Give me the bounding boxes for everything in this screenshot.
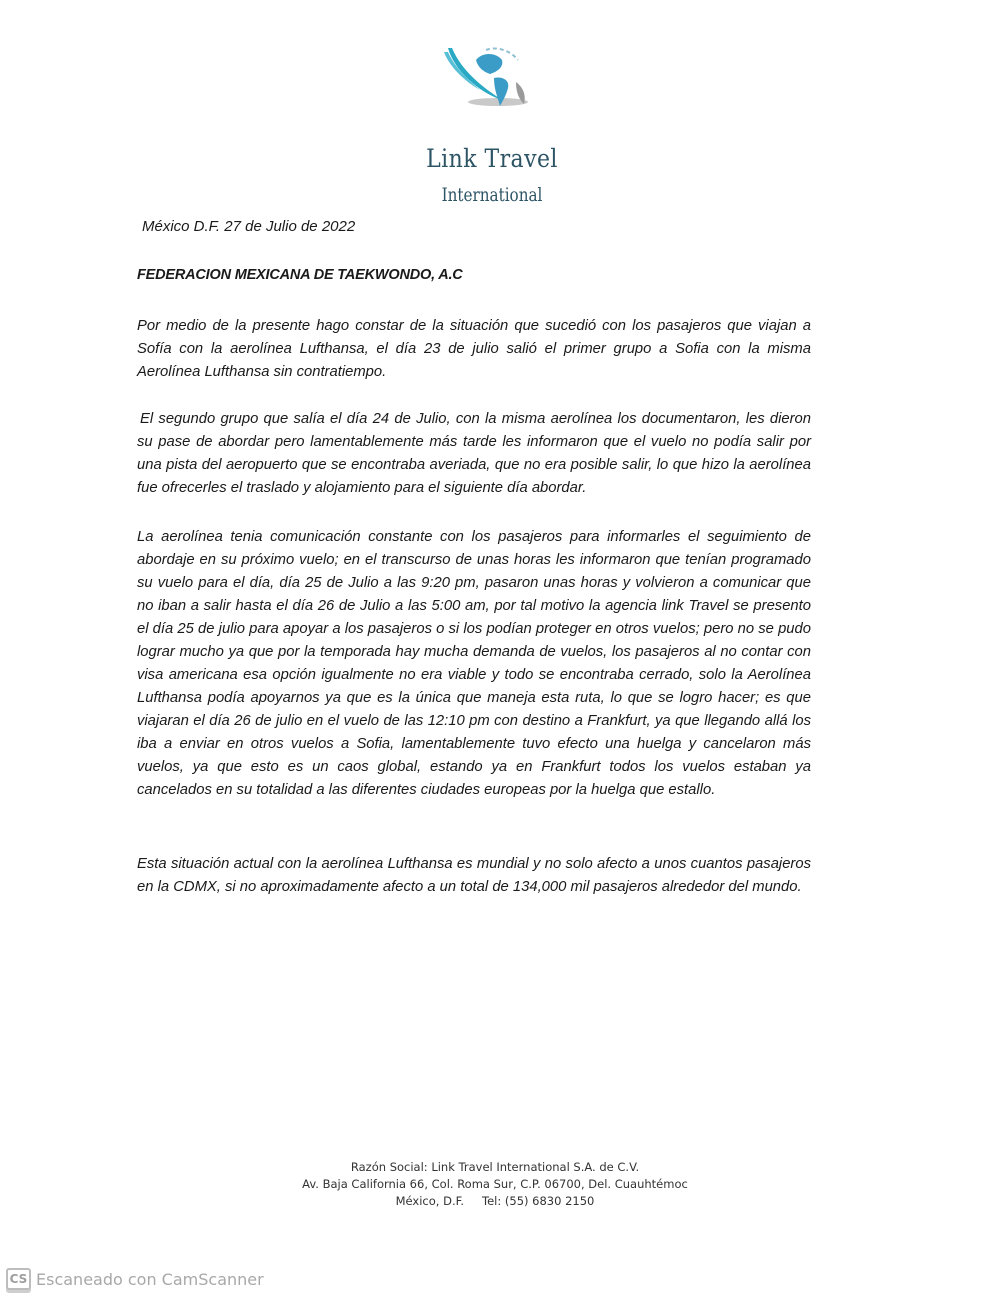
letterhead-logo (400, 38, 600, 206)
watermark-text: Escaneado con CamScanner (36, 1269, 264, 1289)
letter-paragraph: Por medio de la presente hago constar de la situación que sucedió con los pasajeros que viajan a Sofía con la aerolínea Lufthansa, el día 23 de julio salió el primer grupo a Sofia con la misma Aerolínea Lufthansa sin contratiempo. (137, 318, 811, 380)
camscanner-watermark (6, 1268, 264, 1290)
letter-paragraph: Esta situación actual con la aerolínea Lufthansa es mundial y no solo afecto a unos cuantos pasajeros en la CDMX, si no aproximadamente afecto a un total de 134,000 mil pasajeros alrededor del mundo. (137, 856, 811, 895)
company-subtitle: International (441, 184, 543, 206)
footer-address-line: Av. Baja California 66, Col. Roma Sur, C.P. 06700, Del. Cuauhtémoc (302, 1177, 688, 1191)
footer-city: México, D.F. (395, 1194, 465, 1208)
letter-footer (200, 1159, 790, 1210)
company-name: Link Travel (426, 144, 558, 173)
camscanner-logo-icon: CS (6, 1268, 31, 1290)
letter-paragraph: El segundo grupo que salía el día 24 de Julio, con la misma aerolínea los documentaron, les dieron su pase de abordar pero lamentablemente más tarde les informaron que el vuelo no podía salir por una pista del aeropuerto que se encontraba averiada, que no era posible salir, lo que hizo la aerolínea fue ofrecerles el traslado y alojamiento para el siguiente día abordar. (137, 411, 811, 496)
footer-company-line: Razón Social: Link Travel International S.A. de C.V. (350, 1160, 640, 1174)
letter-paragraph: La aerolínea tenia comunicación constante con los pasajeros para informarles el seguimiento de abordaje en su próximo vuelo; en el transcurso de unas horas les informaron que tenían programado su vuelo para el día, día 25 de Julio a las 9:20 pm, pasaron unas horas y volvieron a comunicar que no iban a salir hasta el día 26 de Julio a las 5:00 am, por tal motivo la agencia link Travel se presento el día 25 de julio para apoyar a los pasajeros o si los podían proteger en otros vuelos; pero no se pudo lograr mucho ya que por la temporada hay mucha demanda de vuelos, los pasajeros al no contar con visa americana esa opción igualmente no era viable y todo se encontraba cerrado, solo la Aerolínea Lufthansa podía apoyarnos ya que es la única que maneja esta ruta, lo que se logro hacer; es que viajaran el día 26 de julio en el vuelo de las 12:10 pm con destino a Frankfurt, ya que llegando allá los iba a enviar en otros vuelos a Sofia, lamentablemente tuvo efecto una huelga y cancelaron más vuelos, ya que esto es un caos global, estando ya en Frankfurt todos los vuelos estaban ya cancelados en su totalidad a las diferentes ciudades europeas por la huelga que estallo. (137, 529, 811, 798)
logo-continent-north (476, 54, 502, 74)
letter-date: México D.F. 27 de Julio de 2022 (142, 218, 356, 235)
footer-phone: Tel: (55) 6830 2150 (482, 1194, 595, 1208)
footer-contact-line (200, 1193, 790, 1210)
letter-recipient: FEDERACION MEXICANA DE TAEKWONDO, A.C (137, 267, 463, 283)
globe-logo-icon (440, 42, 550, 114)
